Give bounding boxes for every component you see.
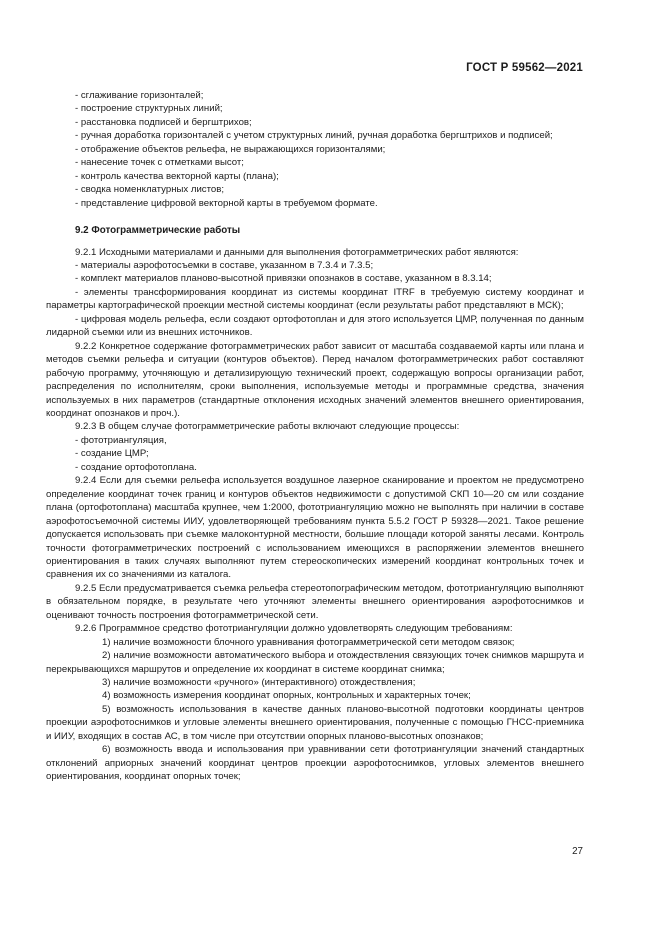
paragraph: 9.2.3 В общем случае фотограмметрические работы включают следующие процессы:: [75, 421, 460, 433]
paragraph: - нанесение точек с отметками высот;: [75, 157, 244, 169]
section-title: 9.2 Фотограмметрические работы: [75, 225, 241, 237]
paragraph: - фототриангуляция,: [75, 434, 167, 446]
paragraph: - представление цифровой векторной карты в требуемом формате.: [75, 197, 378, 209]
section-body: [46, 246, 584, 784]
paragraph: 4) возможность измерения координат опорных, контрольных и характерных точек;: [102, 690, 471, 702]
paragraph: - материалы аэрофотосъемки в составе, указанном в 7.3.4 и 7.3.5;: [75, 259, 374, 271]
paragraph: 9.2.1 Исходными материалами и данными для выполнения фотограмметрических работ являются:: [75, 246, 519, 258]
paragraph: - создание ЦМР;: [75, 448, 149, 460]
paragraph: - сглаживание горизонталей;: [75, 90, 204, 101]
page-content: [46, 89, 584, 784]
paragraph: 6) возможность ввода и использования при уравнивании сети фототриангуляции значений стандартных отклонений априорных значений координат центров проекции аэрофотоснимков, угловых элементов внешнего ориентирования, координат опорных точек;: [46, 744, 584, 783]
paragraph: - сводка номенклатурных листов;: [75, 184, 224, 196]
paragraph: - элементы трансформирования координат из системы координат ITRF в требуемую систему координат и параметры картографической проекции местной системы координат (если результаты работ представляют в МСК);: [46, 286, 584, 312]
paragraph: 1) наличие возможности блочного уравнивания фотограмметрической сети методом связок;: [102, 636, 515, 648]
document-code: ГОСТ Р 59562—2021: [466, 62, 583, 74]
paragraph: - построение структурных линий;: [75, 103, 223, 115]
paragraph: - контроль качества векторной карты (плана);: [75, 170, 279, 182]
page-number: 27: [572, 846, 583, 857]
paragraph: - цифровая модель рельефа, если создают ортофотоплан и для этого используется ЦМР, полученная по данным лидарной съемки или из внешних источников.: [46, 313, 584, 339]
paragraph: 9.2.5 Если предусматривается съемка рельефа стереотопографическим методом, фототриангуляцию выполняют в обязательном порядке, в результате чего уточняют элементы внешнего ориентирования аэрофотоснимков и оценивают точность построения фотограмметрической сети.: [46, 582, 585, 621]
paragraph: 9.2.4 Если для съемки рельефа используется воздушное лазерное сканирование и проектом не предусмотрено определение координат точек границ и контуров объектов недвижимости с допустимой СКП 10—20 см или создание плана (ортофотоплана) масштаба крупнее, чем 1:2000, фототриангуляцию можно не выполнять при наличии в составе аэрофотосъемочной системы ИИУ, удовлетворяющей требованиям пункта 5.5.2 ГОСТ Р 59328—2021. Такое решение допускается использовать при съемке малоконтурной местности, большие площади которой заняты лесами. Контроль точности фотограмметрических построений с использованием имеющихся в распоряжении элементов внешнего ориентирования в таких случаях выполняют путем стереоскопических измерений координат контрольных точек и сравнения их со значениями из каталога.: [46, 475, 584, 581]
paragraph: 9.2.6 Программное средство фототриангуляции должно удовлетворять следующим требованиям:: [75, 623, 513, 635]
paragraph: 5) возможность использования в качестве данных планово-высотной подготовки координаты центров проекции аэрофотоснимков и угловые элементы внешнего ориентирования, полученные с помощью ГНСС-приемника и ИИУ, входящих в состав АС, в том числе при отсутствии опорных планово-высотных опознаков;: [46, 703, 584, 742]
paragraph: 2) наличие возможности автоматического выбора и отождествления связующих точек снимков маршрута и перекрывающихся маршрутов и определение их координат в системе координат снимка;: [46, 650, 584, 675]
paragraph: - отображение объектов рельефа, не выражающихся горизонталями;: [75, 143, 386, 155]
paragraph: - расстановка подписей и бергштрихов;: [75, 116, 252, 128]
paragraph: - комплект материалов планово-высотной привязки опознаков в составе, указанном в 8.3.14;: [75, 273, 492, 285]
paragraph: 9.2.2 Конкретное содержание фотограмметрических работ зависит от масштаба создаваемой карты или плана и методов съемки рельефа и ситуации (контуров объектов). Перед началом фотограмметрических работ составляют рабочую программу, уточняющую и детализирующую технический проект, содержащую вопросы организации работ, распределения по исполнителям, сроки выполнения, используемые методы и программные средства, значения используемых в них параметров (стандартные отклонения исходных значений элементов внешнего ориентирования, координат опознаков и проч.).: [46, 340, 584, 419]
top-list: [46, 89, 584, 210]
paragraph: - ручная доработка горизонталей с учетом структурных линий, ручная доработка бергштрихов и подписей;: [75, 130, 553, 142]
paragraph: 3) наличие возможности «ручного» (интерактивного) отождествления;: [102, 677, 416, 689]
paragraph: - создание ортофотоплана.: [75, 461, 197, 473]
